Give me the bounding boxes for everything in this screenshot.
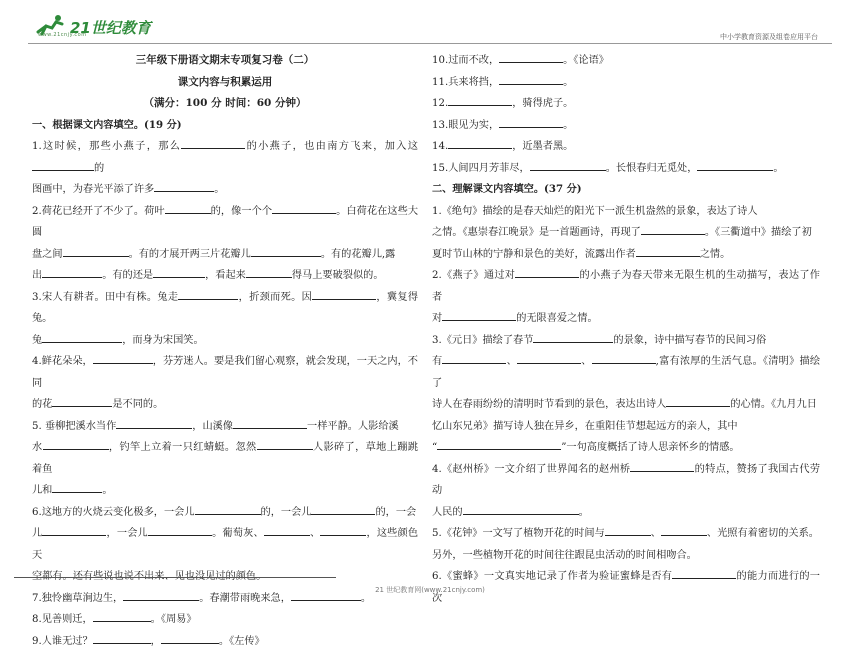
footer-text: 21 世纪教育网(www.21cnjy.com) <box>0 585 860 595</box>
question-2-3: 3.《元日》描绘了春节 的景象，诗中描写春节的民间习俗 有 、 、 ,富有浓厚的生活气息。《清明》描绘了 诗人在春雨纷纷的清明时节看到的景色，表达出诗人 的心情。《九月九日 忆山东兄弟》描写诗人独在异乡，在重阳佳节想起远方的亲人，其中 “ ”一句高度概括了诗人思亲怀乡的情感。 <box>432 330 820 459</box>
question-1-5: 5. 垂柳把溪水当作 ，山溪像 一样平静。人影给溪 水 ，钓竿上立着一只红蜻蜓。忽然 人影碎了，草地上蹦跳着鱼 儿和 。 <box>32 416 418 502</box>
question-2-2: 2.《燕子》通过对 的小燕子为春天带来无限生机的生动描写，表达了作者 对 的无限喜爱之情。 <box>432 265 820 330</box>
right-column <box>432 50 820 609</box>
question-1-14: 14. ，近墨者黑。 <box>432 136 820 158</box>
logo-subtext: www.21cnjy.com <box>38 32 87 38</box>
left-column <box>32 50 418 652</box>
blank[interactable] <box>195 503 261 515</box>
logo-text: 21世纪教育 <box>70 21 151 36</box>
blank[interactable] <box>116 417 192 429</box>
blank[interactable] <box>165 202 211 214</box>
question-1-2: 2.荷花已经开了不少了。荷叶 的，像一个个 。白荷花在这些大圆 盘之间 。有的才展开两三片花瓣儿 。有的花瓣儿,露 出 。有的还是 ，看起来 得马上要破裂似的。 <box>32 201 418 287</box>
blank[interactable] <box>264 524 310 536</box>
footer-divider <box>14 577 336 578</box>
blank[interactable] <box>448 94 512 106</box>
blank[interactable] <box>672 567 736 579</box>
blank[interactable] <box>641 223 705 235</box>
question-1-1: 1.这时候，那些小燕子，那么 的小燕子，也由南方飞来，加入这的 图画中，为春光平添了许多 。 <box>32 136 418 201</box>
blank[interactable] <box>42 266 102 278</box>
blank[interactable] <box>515 266 579 278</box>
blank[interactable] <box>592 352 656 364</box>
blank[interactable] <box>178 288 238 300</box>
blank[interactable] <box>154 180 214 192</box>
blank[interactable] <box>52 481 102 493</box>
blank[interactable] <box>463 503 579 515</box>
blank[interactable] <box>442 352 506 364</box>
blank[interactable] <box>636 245 700 257</box>
blank[interactable] <box>530 159 606 171</box>
blank[interactable] <box>63 245 129 257</box>
question-1-6: 6.这地方的火烧云变化极多，一会儿 的，一会儿 的，一会 儿 ，一会儿 。葡萄灰、 、 ，这些颜色天 空都有。还有些说也说不出来、见也没见过的颜色。 <box>32 502 418 588</box>
blank[interactable] <box>605 524 651 536</box>
blank[interactable] <box>251 245 321 257</box>
blank[interactable] <box>233 417 307 429</box>
question-2-5: 5.《花钟》一文写了植物开花的时间与 、 、光照有着密切的关系。 另外，一些植物开花的时间往往跟昆虫活动的时间相吻合。 <box>432 523 820 566</box>
blank[interactable] <box>311 503 375 515</box>
section-1-heading: 一、根据课文内容填空。(19 分) <box>32 115 418 137</box>
question-1-3: 3.宋人有耕者。田中有株。兔走 ，折颈而死。因 ，冀复得兔。 兔 ，而身为宋国笑。 <box>32 287 418 352</box>
blank[interactable] <box>93 610 151 622</box>
blank[interactable] <box>153 266 205 278</box>
exam-title: 三年级下册语文期末专项复习卷（二） <box>32 50 418 72</box>
blank[interactable] <box>257 438 313 450</box>
question-2-6: 6.《蜜蜂》一文真实地记录了作者为验证蜜蜂是否有 的能力而进行的一次 <box>432 566 820 609</box>
question-1-10: 10.过而不改， 。《论语》 <box>432 50 820 72</box>
question-1-12: 12. ，骑得虎子。 <box>432 93 820 115</box>
blank[interactable] <box>320 524 366 536</box>
blank[interactable] <box>93 632 151 644</box>
blank[interactable] <box>630 460 694 472</box>
blank[interactable] <box>697 159 773 171</box>
blank[interactable] <box>499 116 563 128</box>
blank[interactable] <box>32 159 94 171</box>
blank[interactable] <box>272 202 336 214</box>
exam-score-time: （满分：100 分 时间：60 分钟） <box>32 93 418 115</box>
header-platform-text: 中小学教育资源及组卷应用平台 <box>720 32 818 42</box>
blank[interactable] <box>181 137 245 149</box>
question-1-8: 8.见善则迁， 。《周易》 <box>32 609 418 631</box>
blank[interactable] <box>666 395 730 407</box>
question-1-4: 4.鲜花朵朵， ，芬芳迷人。要是我们留心观察，就会发现，一天之内，不同 的花 是不同的。 <box>32 351 418 416</box>
question-2-4: 4.《赵州桥》一文介绍了世界闻名的赵州桥 的特点，赞扬了我国古代劳动 人民的 。 <box>432 459 820 524</box>
blank[interactable] <box>42 524 106 536</box>
blank[interactable] <box>533 331 613 343</box>
blank[interactable] <box>52 395 112 407</box>
question-1-9: 9.人谁无过？ ， 。《左传》 <box>32 631 418 652</box>
blank[interactable] <box>517 352 581 364</box>
blank[interactable] <box>93 352 153 364</box>
blank[interactable] <box>312 288 376 300</box>
blank[interactable] <box>246 266 292 278</box>
blank[interactable] <box>661 524 707 536</box>
section-2-heading: 二、理解课文内容填空。(37 分) <box>432 179 820 201</box>
blank[interactable] <box>148 524 212 536</box>
question-1-11: 11.兵来将挡， 。 <box>432 72 820 94</box>
blank[interactable] <box>442 309 516 321</box>
question-1-7: 7.独怜幽草涧边生， 。春潮带雨晚来急， 。 <box>32 588 418 610</box>
question-2-1: 1.《绝句》描绘的是春天灿烂的阳光下一派生机盎然的景象，表达了诗人 之情。《惠崇春江晚景》是一首题画诗，再现了 。《三衢道中》描绘了初 夏时节山林的宁静和景色的美好，流露出作者 之情。 <box>432 201 820 266</box>
blank[interactable] <box>448 137 512 149</box>
blank[interactable] <box>437 438 561 450</box>
blank[interactable] <box>161 632 219 644</box>
header-divider <box>28 43 832 44</box>
question-1-13: 13.眼见为实， 。 <box>432 115 820 137</box>
blank[interactable] <box>499 73 563 85</box>
exam-subtitle: 课文内容与积累运用 <box>32 72 418 94</box>
blank[interactable] <box>43 438 109 450</box>
question-1-15: 15.人间四月芳菲尽， 。长恨春归无觅处， 。 <box>432 158 820 180</box>
blank[interactable] <box>42 331 122 343</box>
blank[interactable] <box>499 51 563 63</box>
